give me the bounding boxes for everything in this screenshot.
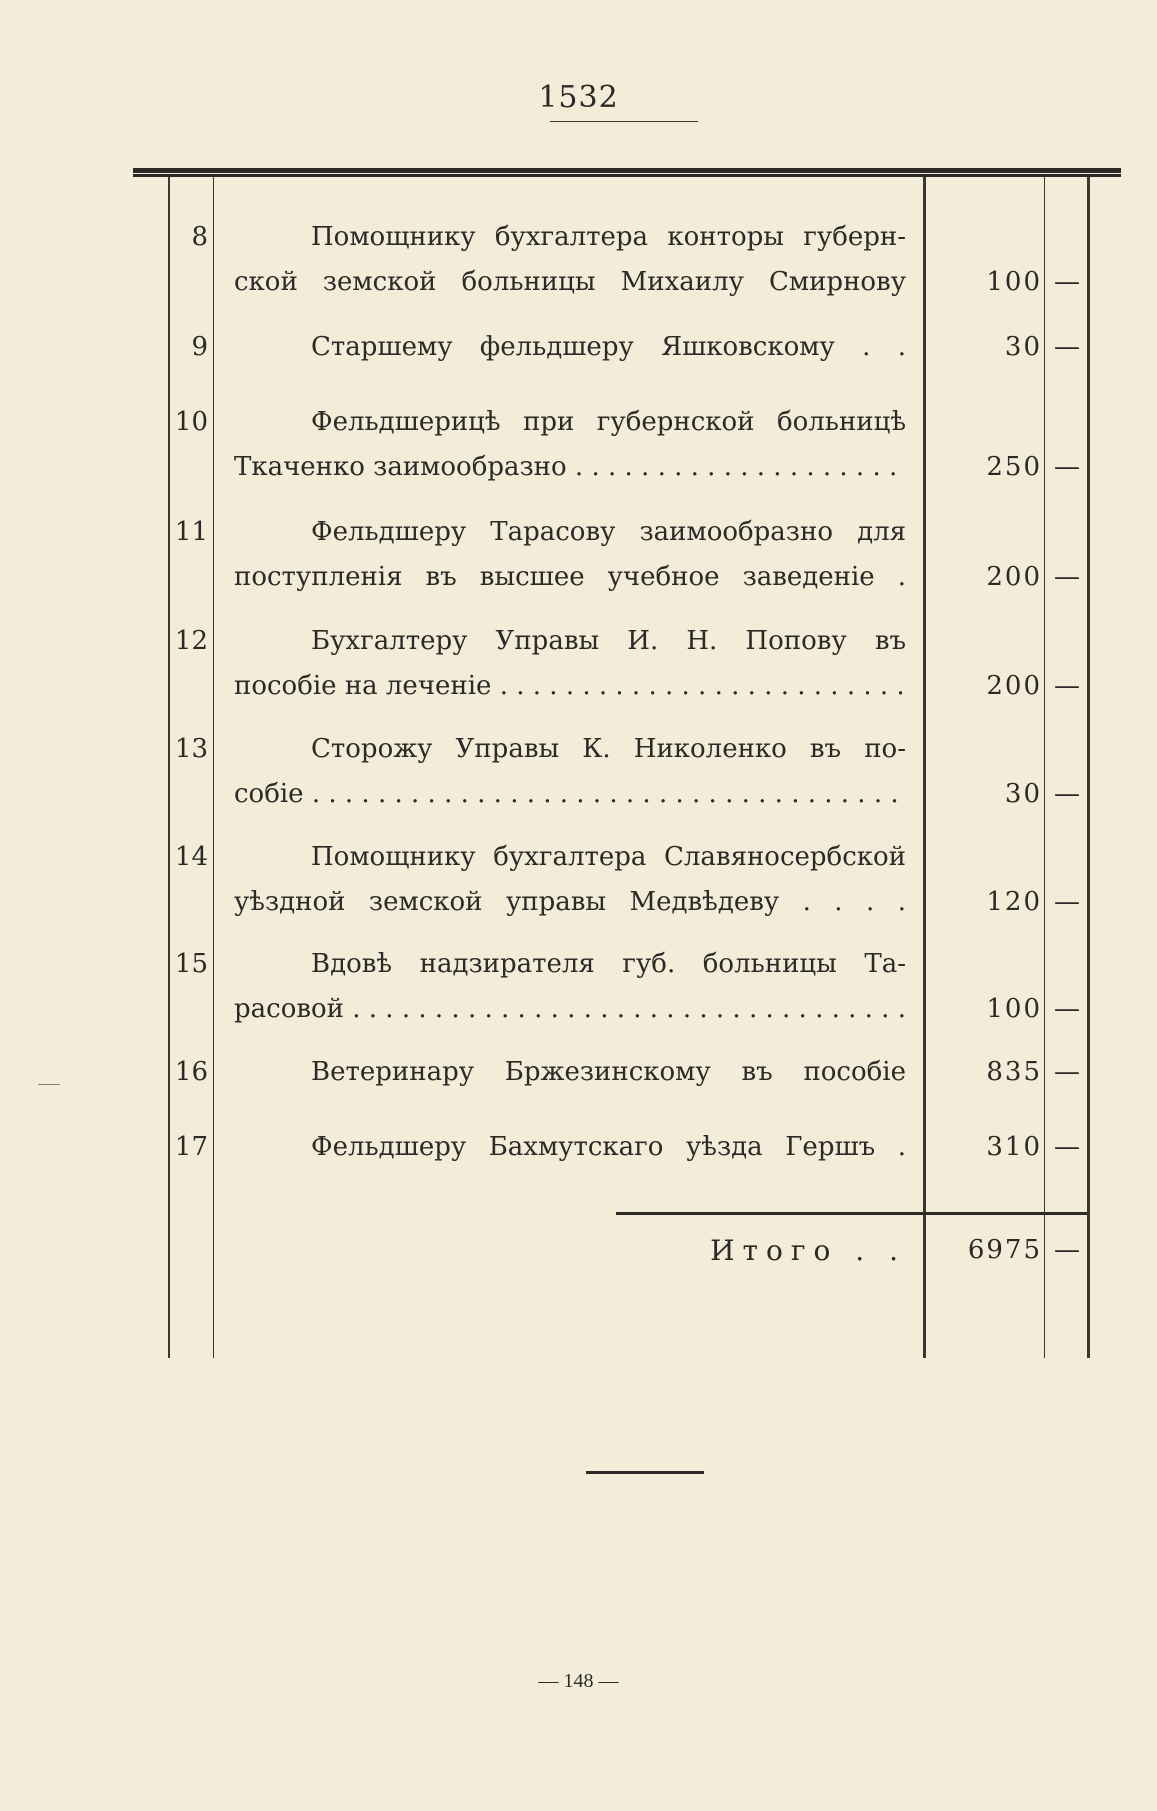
row-kopecks: —: [1054, 562, 1080, 592]
row-description: [234, 215, 906, 305]
column-rule-amount: [923, 177, 926, 1358]
row-description: [234, 619, 906, 709]
row-amount: 30: [1004, 779, 1042, 809]
row-kopecks: —: [1054, 671, 1080, 701]
row-description: [234, 835, 906, 925]
row-amount: 100: [986, 267, 1042, 297]
total-kopecks: —: [1054, 1235, 1080, 1265]
description-line: расовой . . .: [234, 987, 906, 1032]
description-line: Вдовѣ надзирателя губ. больницы Та-: [311, 949, 906, 979]
row-amount: 120: [986, 887, 1042, 917]
description-line: Старшему фельдшеру Яшковскому . .: [311, 332, 906, 362]
row-number: 15: [174, 949, 208, 979]
column-rule-kopecks: [1044, 177, 1045, 1358]
total-amount: 6975: [967, 1235, 1042, 1265]
row-number: 16: [174, 1057, 208, 1087]
description-line: Ветеринару Бржезинскому въ пособіе: [311, 1057, 906, 1087]
description-line: Фельдшерицѣ при губернской больницѣ: [311, 407, 906, 437]
row-amount: 100: [986, 994, 1042, 1024]
description-line: Фельдшеру Тарасову заимообразно для: [311, 517, 906, 547]
margin-mark: [38, 1084, 60, 1085]
page-number-bottom: — 148 —: [538, 1670, 619, 1692]
row-description: [234, 942, 906, 1032]
row-description: [234, 510, 906, 600]
row-amount: 200: [986, 562, 1042, 592]
description-line: собіе . . .: [234, 772, 906, 817]
description-line: Сторожу Управы К. Николенко въ по-: [311, 734, 906, 764]
row-description: [234, 400, 906, 490]
page-number-top: 1532: [538, 80, 619, 115]
row-kopecks: —: [1054, 779, 1080, 809]
description-line: Помощнику бухгалтера Славяносербской: [311, 842, 906, 872]
row-kopecks: —: [1054, 267, 1080, 297]
row-number: 14: [174, 842, 208, 872]
description-line: Ткаченко заимообразно . . .: [234, 445, 906, 490]
row-kopecks: —: [1054, 887, 1080, 917]
row-description: [234, 1125, 906, 1170]
description-line: уѣздной земской управы Медвѣдеву . . . .: [234, 887, 906, 917]
row-amount: 30: [1004, 332, 1042, 362]
row-number: 17: [174, 1132, 208, 1162]
column-rule-number: [213, 177, 214, 1358]
row-number: 9: [191, 332, 208, 362]
description-line: Бухгалтеру Управы И. Н. Попову въ: [311, 626, 906, 656]
row-description: [234, 727, 906, 817]
row-kopecks: —: [1054, 994, 1080, 1024]
description-line: ской земской больницы Михаилу Смирнову: [234, 267, 906, 297]
row-amount: 310: [986, 1132, 1042, 1162]
ledger-table: [168, 177, 1089, 1358]
row-description: [234, 1050, 906, 1095]
heavy-double-rule: [133, 168, 1121, 177]
row-kopecks: —: [1054, 452, 1080, 482]
total-label: Итого . .: [710, 1234, 906, 1267]
closing-rule: [586, 1471, 704, 1474]
row-kopecks: —: [1054, 1132, 1080, 1162]
row-amount: 835: [986, 1057, 1042, 1087]
page-number-underline: [550, 121, 698, 122]
row-number: 13: [174, 734, 208, 764]
description-line: Помощнику бухгалтера конторы губерн-: [311, 222, 906, 252]
row-amount: 250: [986, 452, 1042, 482]
row-number: 11: [174, 517, 208, 547]
row-amount: 200: [986, 671, 1042, 701]
row-number: 10: [174, 407, 208, 437]
column-rule-right: [1087, 177, 1090, 1358]
row-number: 12: [174, 626, 208, 656]
total-rule: [616, 1212, 1087, 1215]
description-line: поступленія въ высшее учебное заведеніе .: [234, 562, 906, 592]
row-kopecks: —: [1054, 332, 1080, 362]
row-kopecks: —: [1054, 1057, 1080, 1087]
row-description: [234, 325, 906, 370]
description-line: пособіе на леченіе . . .: [234, 664, 906, 709]
row-number: 8: [191, 222, 208, 252]
description-line: Фельдшеру Бахмутскаго уѣзда Гершъ .: [311, 1132, 906, 1162]
